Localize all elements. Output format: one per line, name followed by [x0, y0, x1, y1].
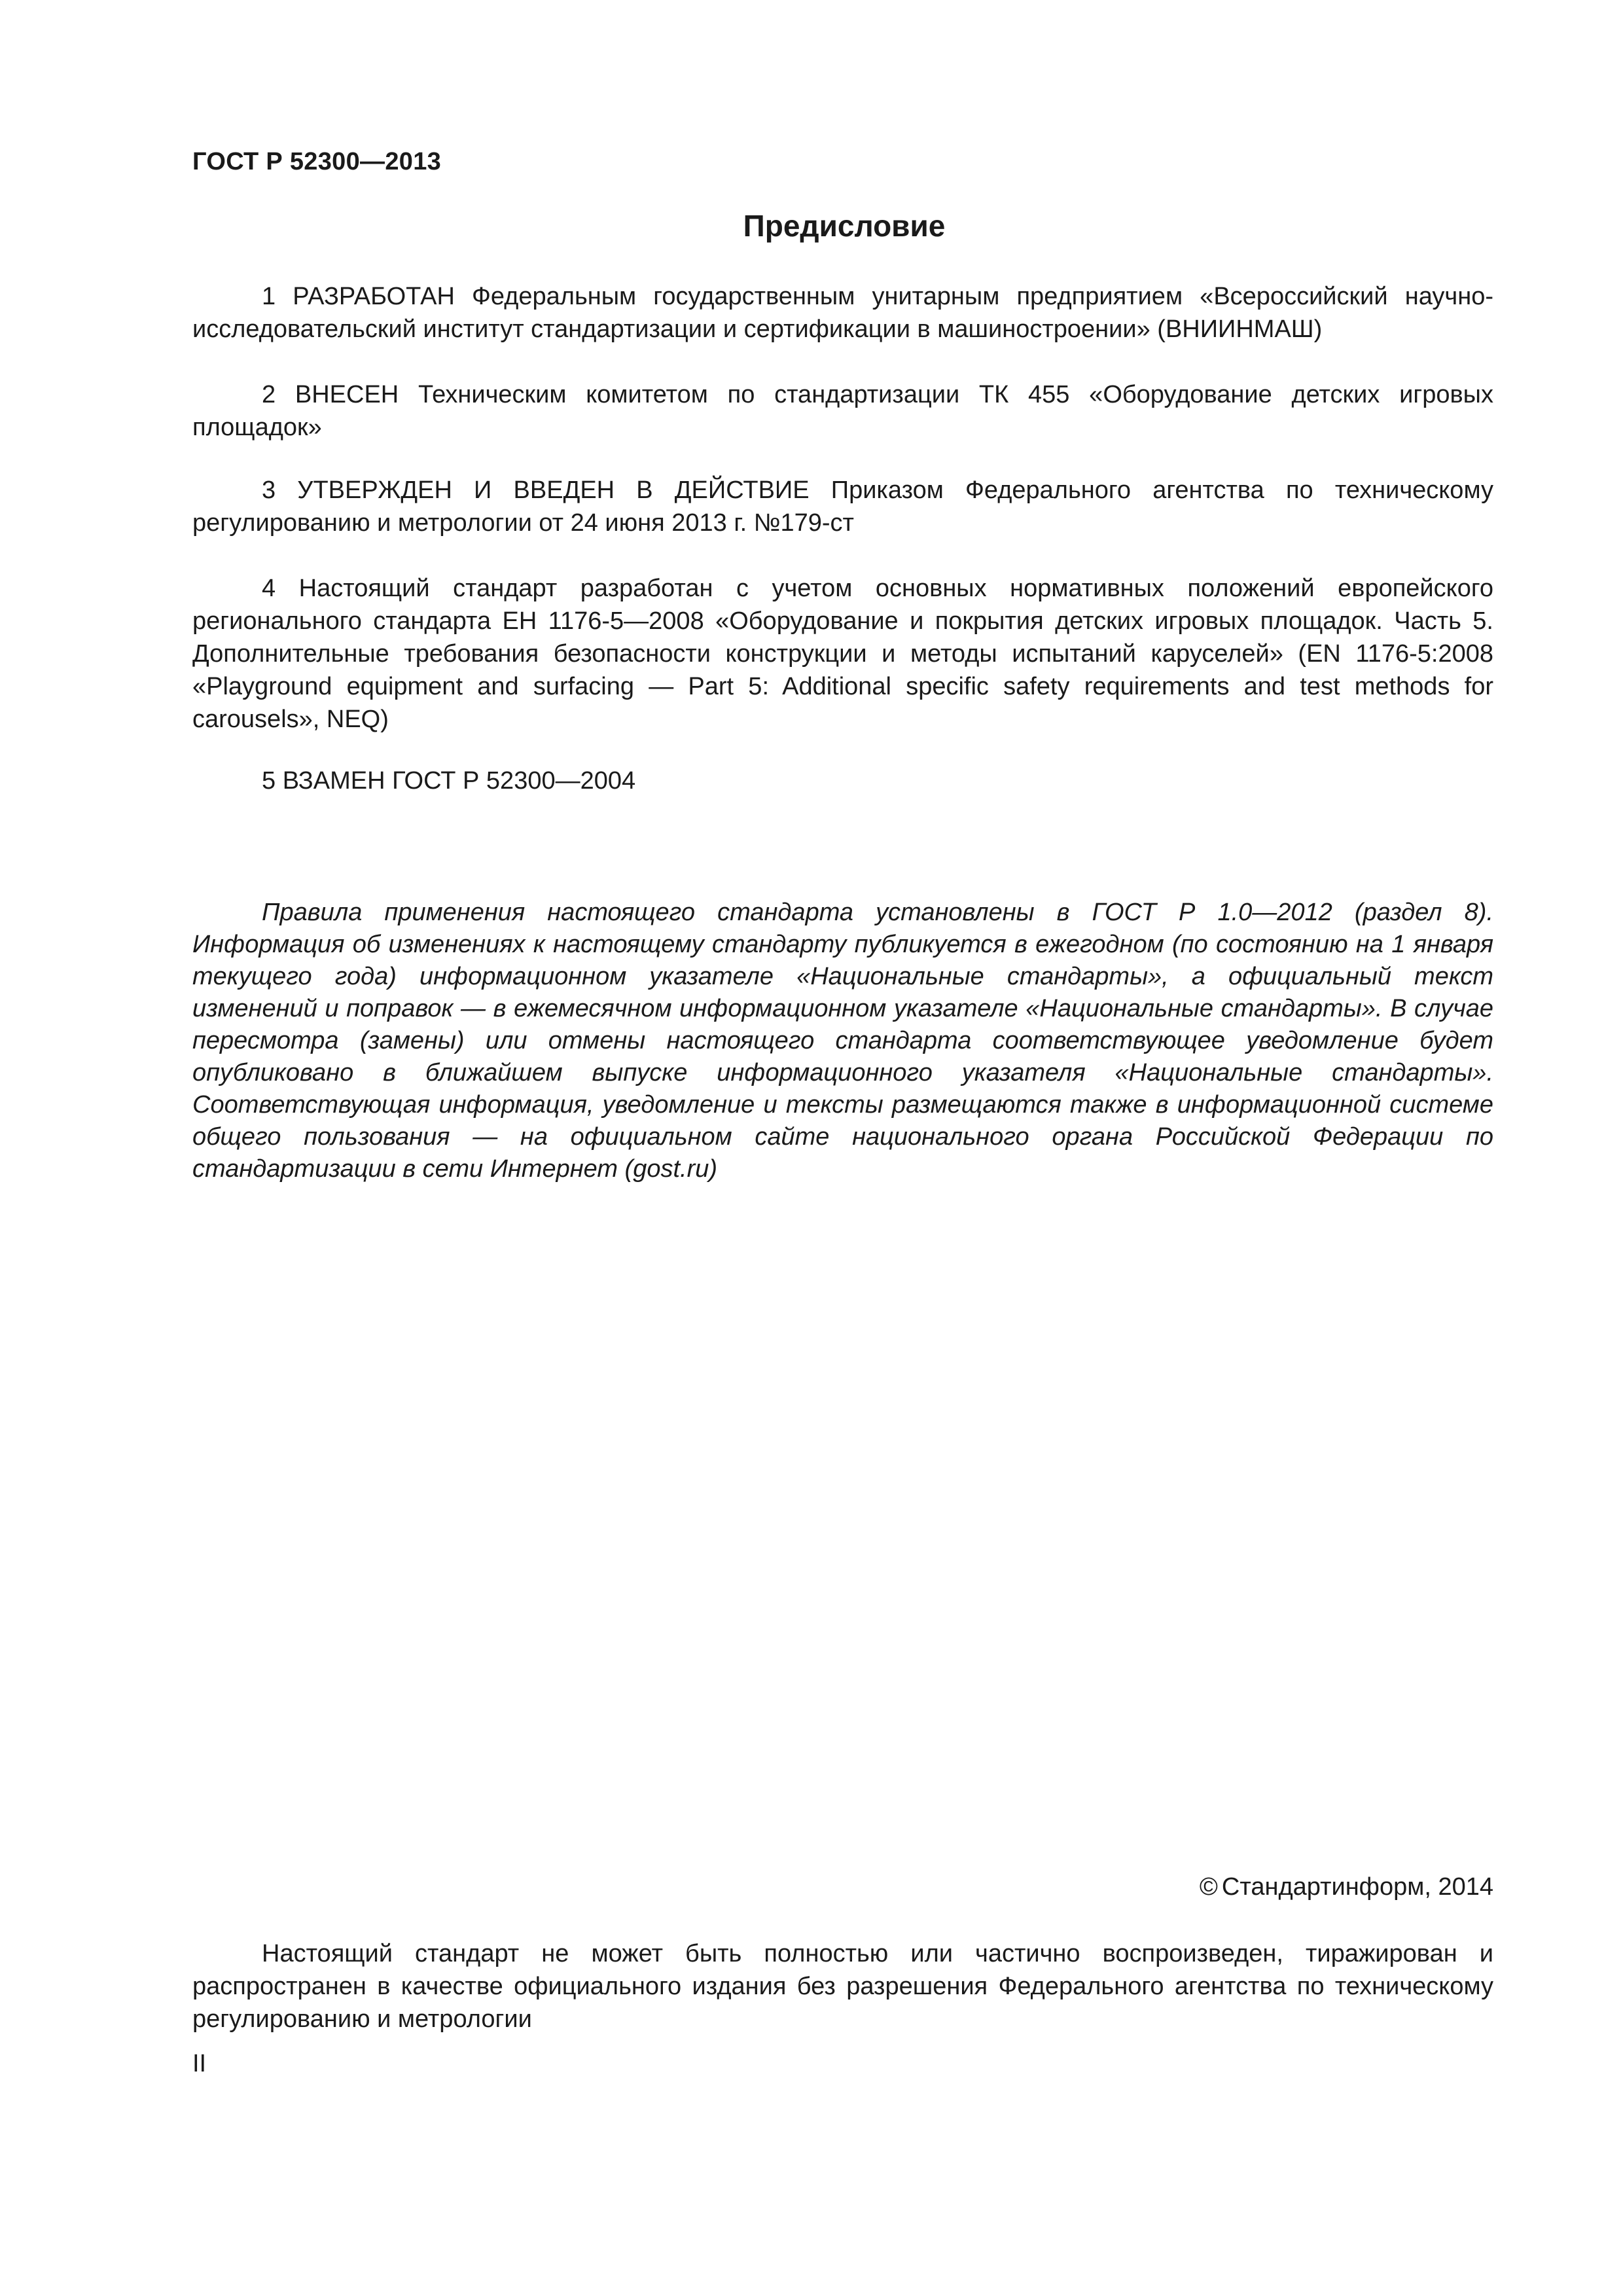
copyright-icon: ©	[1199, 1873, 1218, 1901]
foreword-item-3	[192, 474, 1493, 539]
foreword-item-text: 5 ВЗАМЕН ГОСТ Р 52300—2004	[262, 767, 636, 795]
standard-code-header: ГОСТ Р 52300—2013	[192, 148, 442, 175]
foreword-item-text: 3 УТВЕРЖДЕН И ВВЕДЕН В ДЕЙСТВИЕ Приказом Федерального агентства по техническому регулированию и метрологии от 24 июня 2013 г. №179-ст	[192, 476, 1493, 537]
page-title: Предисловие	[743, 209, 946, 243]
foreword-item-1	[192, 280, 1493, 346]
copyright-line	[1200, 1873, 1493, 1901]
foreword-item-text: 4 Настоящий стандарт разработан с учетом основных нормативных положений европейского регионального стандарта ЕН 1176-5—2008 «Оборудование и покрытия детских игровых площадок. Часть 5. Дополнительные требования безопасности конструкции и методы испытаний каруселей» (EN 1176-5:2008 «Playground equipment and surfacing — Part 5: Additional specific safety requirements and test methods for carousels», NEQ)	[192, 575, 1493, 733]
foreword-item-5	[192, 764, 1493, 797]
copyright-text: Стандартинформ, 2014	[1221, 1873, 1493, 1901]
foreword-item-4	[192, 572, 1493, 736]
application-rules-notice: Правила применения настоящего стандарта установлены в ГОСТ Р 1.0—2012 (раздел 8). Информация об изменениях к настоящему стандарту публикуется в ежегодном (по состоянию на 1 января текущего года) информационном указателе «Национальные стандарты», а официальный текст изменений и поправок — в ежемесячном информационном указателе «Национальные стандарты». В случае пересмотра (замены) или отмены настоящего стандарта соответствующее уведомление будет опубликовано в ближайшем выпуске информационного указателя «Национальные стандарты». Соответствующая информация, уведомление и тексты размещаются также в информационной системе общего пользования — на официальном сайте национального органа Российской Федерации по стандартизации в сети Интернет (gost.ru)	[192, 899, 1493, 1183]
page-number: II	[192, 2050, 207, 2077]
foreword-item-text: 2 ВНЕСЕН Техническим комитетом по стандартизации ТК 455 «Оборудование детских игровых площадок»	[192, 381, 1493, 441]
foreword-item-text: 1 РАЗРАБОТАН Федеральным государственным унитарным предприятием «Всероссийский научно-исследовательский институт стандартизации и сертификации в машиностроении» (ВНИИНМАШ)	[192, 283, 1493, 343]
reproduction-rights-text: Настоящий стандарт не может быть полностью или частично воспроизведен, тиражирован и распространен в качестве официального издания без разрешения Федерального агентства по техническому регулированию и метрологии	[192, 1940, 1493, 2033]
foreword-item-2	[192, 378, 1493, 444]
